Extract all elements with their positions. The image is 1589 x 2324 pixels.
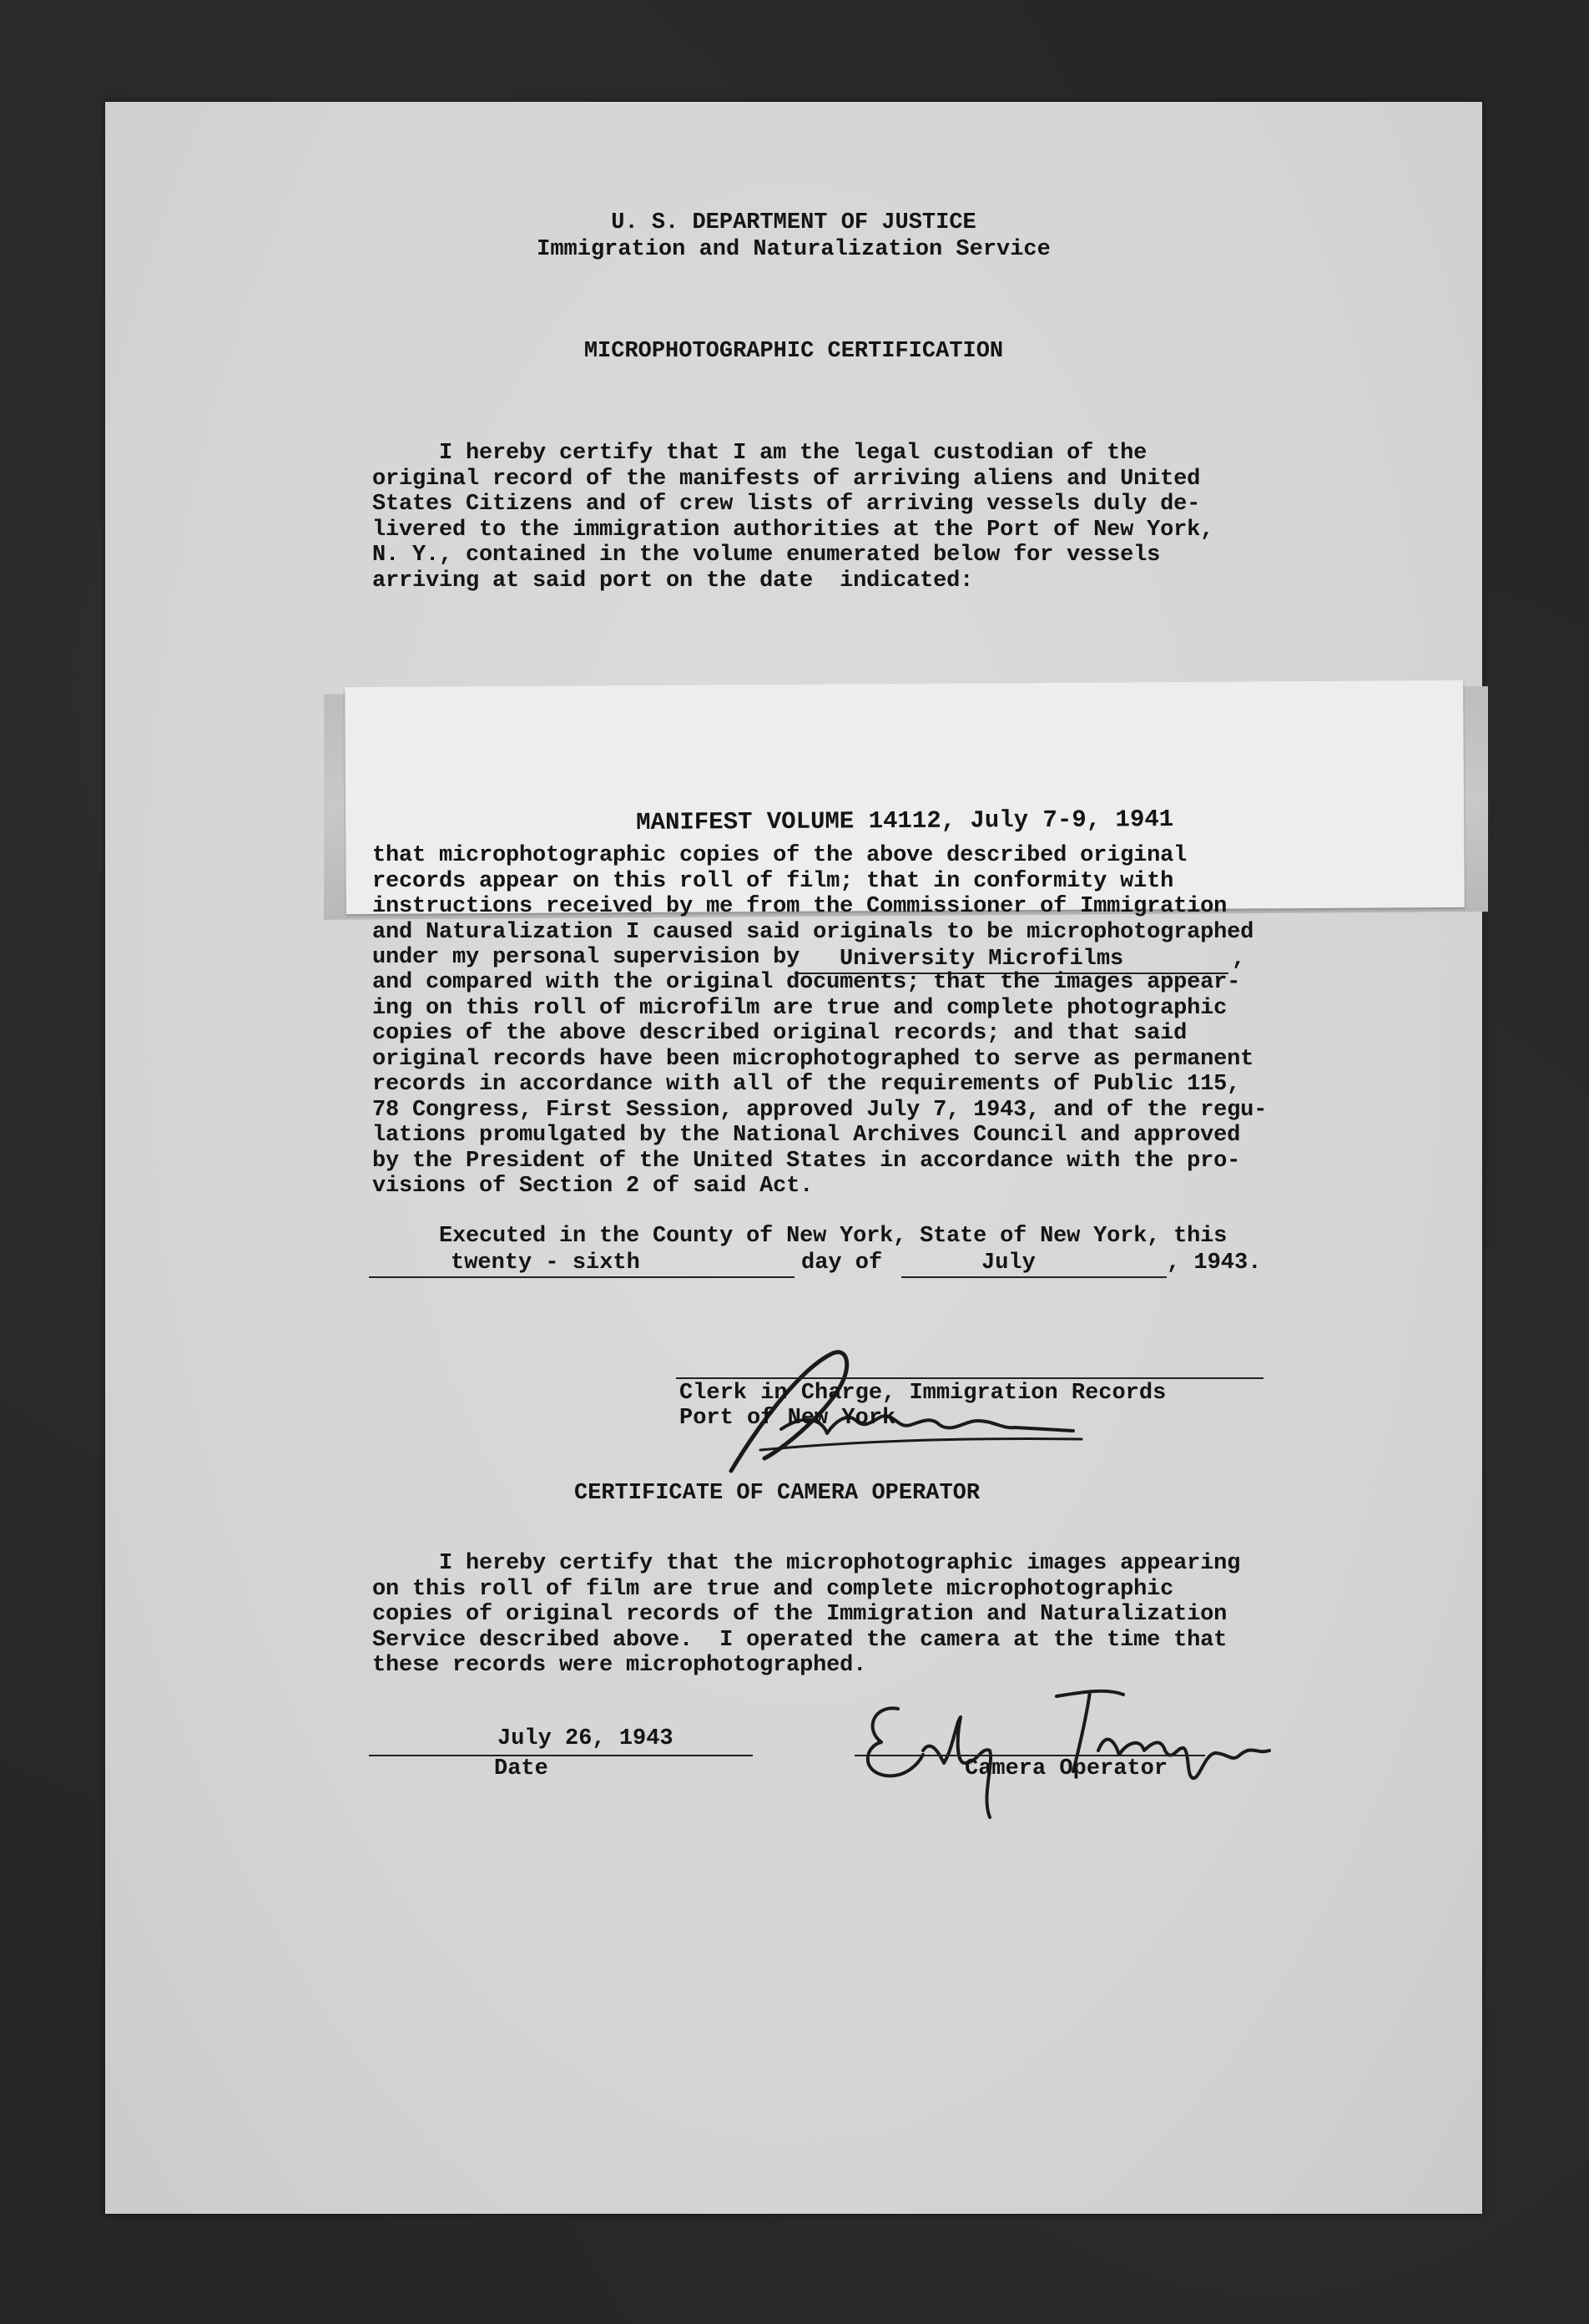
camera-certificate-title: CERTIFICATE OF CAMERA OPERATOR xyxy=(574,1481,981,1506)
supervisor-fill-value: University Microfilms xyxy=(840,947,1124,972)
certification-paragraph-end: and compared with the original documents; that the images appear- ing on this roll of microfilm are true and complete photographic copies of the above described original records; and that said original records have been microphotographed to serve as permanent records in accordance with all of the requirements of Public 115, 78 Congress, First Session, approved July 7, 1943, and of the regu- lations promulgated by the National Archives Council and approved by the President of the United States in accordance with the pro- visions of Section 2 of said Act. xyxy=(372,970,1268,1199)
department-heading: U. S. DEPARTMENT OF JUSTICE xyxy=(611,210,976,235)
certificate-page xyxy=(105,102,1482,2214)
year-value: , 1943. xyxy=(1167,1250,1262,1276)
custodian-paragraph: I hereby certify that I am the legal custodian of the original record of the manifests of arriving aliens and United States Citizens and of crew lists of arriving vessels duly de- livered to the immigration authorities at the Port of New York, N. Y., contained in the volume enumerated below for vessels arriving at said port on the date indicated: xyxy=(372,441,1214,594)
operator-label: Camera Operator xyxy=(965,1756,1168,1781)
clerk-port: Port of New York xyxy=(679,1406,896,1431)
month-fill-line xyxy=(901,1276,1167,1278)
certification-paragraph-start: that microphotographic copies of the above described original records appear on this roll of film; that in conformity with instructions received by me from the Commissioner of Immigration and Naturalization I caused said originals to be microphotographed under my personal supervision by xyxy=(372,843,1254,970)
manifest-volume-text: MANIFEST VOLUME 14112, July 7-9, 1941 xyxy=(636,806,1174,836)
clerk-signature-line xyxy=(676,1377,1264,1379)
document-title: MICROPHOTOGRAPHIC CERTIFICATION xyxy=(583,339,1004,364)
operator-date-line xyxy=(369,1755,753,1756)
camera-certificate-paragraph: I hereby certify that the microphotographic images appearing on this roll of film are true and complete microphotographic copies of original records of the Immigration and Naturalization Service described above. I operated the camera at the time that these records were microphotographed. xyxy=(372,1551,1241,1678)
day-of-label: day of xyxy=(801,1250,883,1276)
service-heading: Immigration and Naturalization Service xyxy=(537,237,1051,262)
day-fill-line xyxy=(369,1276,794,1278)
day-fill-value: twenty - sixth xyxy=(451,1250,640,1276)
operator-date-value: July 26, 1943 xyxy=(497,1726,673,1751)
supervisor-fill-suffix: , xyxy=(1232,947,1246,972)
operator-date-label: Date xyxy=(494,1756,548,1781)
executed-line: Executed in the County of New York, State of New York, this xyxy=(372,1224,1228,1249)
clerk-title: Clerk in Charge, Immigration Records xyxy=(679,1381,1167,1406)
month-fill-value: July xyxy=(981,1250,1036,1276)
